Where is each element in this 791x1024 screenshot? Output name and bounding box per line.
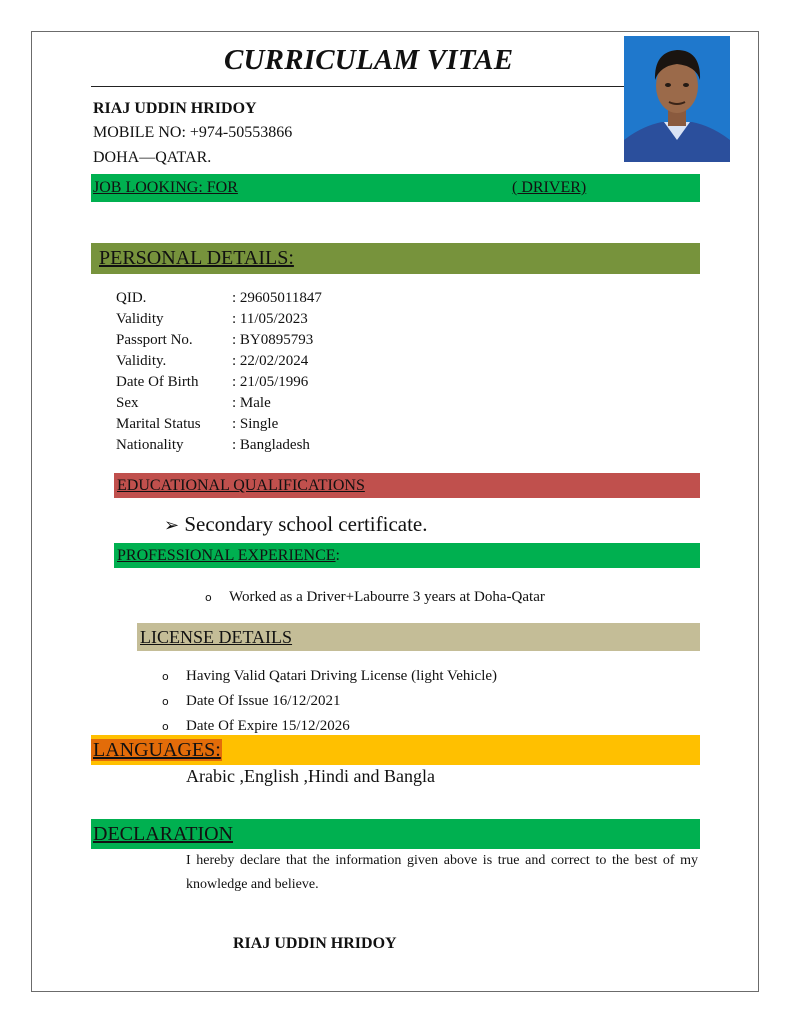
- personal-label: Sex: [116, 395, 139, 411]
- education-item-text: Secondary school certificate.: [184, 512, 428, 536]
- license-item-text: Date Of Issue 16/12/2021: [186, 693, 341, 709]
- personal-value: : 21/05/1996: [232, 374, 309, 390]
- experience-heading: [114, 543, 700, 568]
- languages-heading-text: LANGUAGES:: [93, 739, 221, 761]
- personal-value: : Single: [232, 416, 279, 432]
- experience-item-text: Worked as a Driver+Labourre 3 years at Doha-Qatar: [229, 589, 545, 605]
- job-looking-bar: [91, 174, 700, 202]
- header-mobile: MOBILE NO: +974-50553866: [93, 124, 293, 141]
- personal-row: [116, 351, 322, 372]
- personal-label: Validity.: [116, 353, 167, 369]
- job-position: ( DRIVER): [512, 179, 587, 196]
- title-underline: [91, 86, 624, 87]
- personal-value: : 22/02/2024: [232, 353, 309, 369]
- personal-label: QID.: [116, 290, 147, 306]
- personal-label: Validity: [116, 311, 164, 327]
- personal-label: Passport No.: [116, 332, 193, 348]
- education-heading: [114, 473, 700, 498]
- personal-value: : Bangladesh: [232, 437, 310, 453]
- declaration-heading: [91, 819, 700, 849]
- personal-value: : Male: [232, 395, 271, 411]
- signature-name: RIAJ UDDIN HRIDOY: [233, 935, 397, 952]
- personal-value: : BY0895793: [232, 332, 314, 348]
- personal-row: [116, 330, 322, 351]
- experience-heading-colon: :: [335, 547, 340, 564]
- personal-details-heading-text: PERSONAL DETAILS:: [99, 247, 294, 269]
- profile-photo: [624, 36, 730, 162]
- personal-row: [116, 393, 322, 414]
- license-heading: [137, 623, 700, 651]
- circle-bullet-icon: o: [162, 695, 169, 708]
- personal-label: Marital Status: [116, 416, 201, 432]
- license-item-text: Date Of Expire 15/12/2026: [186, 718, 350, 734]
- license-list: [162, 664, 497, 739]
- personal-row: [116, 435, 322, 456]
- document-title: CURRICULAM VITAE: [224, 44, 514, 76]
- arrow-bullet-icon: ➢: [164, 515, 180, 536]
- experience-item: [205, 589, 545, 606]
- header-name: RIAJ UDDIN HRIDOY: [93, 100, 257, 117]
- license-item-text: Having Valid Qatari Driving License (light Vehicle): [186, 668, 498, 684]
- languages-text: Arabic ,English ,Hindi and Bangla: [186, 766, 435, 786]
- circle-bullet-icon: o: [205, 591, 212, 604]
- circle-bullet-icon: o: [162, 670, 169, 683]
- declaration-text: I hereby declare that the information given above is true and correct to the best of my knowledge and believe.: [186, 853, 698, 892]
- personal-details-heading: [91, 243, 700, 274]
- personal-label: Nationality: [116, 437, 184, 453]
- personal-row: [116, 288, 322, 309]
- header-location: DOHA—QATAR.: [93, 149, 212, 166]
- education-item: [164, 512, 427, 537]
- personal-row: [116, 309, 322, 330]
- person-portrait-icon: [624, 36, 730, 162]
- personal-row: [116, 372, 322, 393]
- experience-heading-text: PROFESSIONAL EXPERIENCE: [117, 547, 336, 564]
- list-item: [162, 664, 497, 689]
- declaration-heading-text: DECLARATION: [93, 823, 233, 845]
- circle-bullet-icon: o: [162, 720, 169, 733]
- personal-value: : 29605011847: [232, 290, 322, 306]
- personal-details-table: [116, 288, 322, 456]
- personal-label: Date Of Birth: [116, 374, 199, 390]
- list-item: [162, 689, 497, 714]
- personal-row: [116, 414, 322, 435]
- license-heading-text: LICENSE DETAILS: [140, 627, 293, 647]
- personal-value: : 11/05/2023: [232, 311, 308, 327]
- languages-heading: [91, 735, 700, 765]
- job-looking-label: JOB LOOKING: FOR: [93, 179, 238, 196]
- education-heading-text: EDUCATIONAL QUALIFICATIONS: [117, 477, 365, 494]
